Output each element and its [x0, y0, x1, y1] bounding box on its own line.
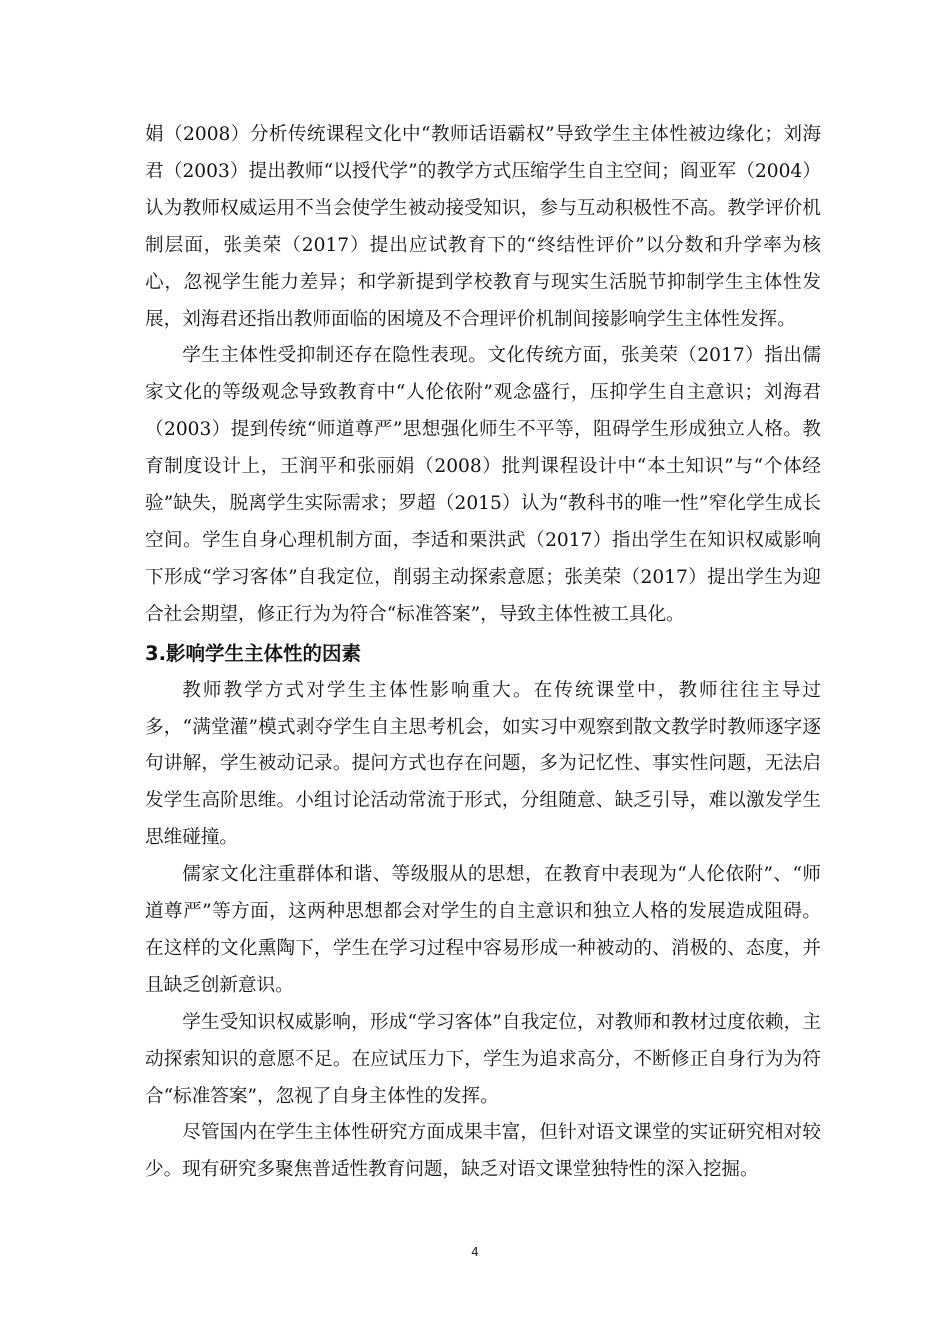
section-heading: 3.影响学生主体性的因素 [145, 641, 361, 665]
page-number: 4 [471, 1245, 479, 1259]
document-body [145, 117, 821, 1189]
paragraph-confucian-culture: 儒家文化注重群体和谐、等级服从的思想，在教育中表现为“人伦依附”、“师道尊严”等方面，这两种思想都会对学生的自主意识和独立人格的发展造成阻碍。在这样的文化熏陶下，学生在学习过程中容易形成一种被动的、消极的、态度，并且缺乏创新意识。 [145, 864, 821, 996]
paragraph-continuation: 娟（2008）分析传统课程文化中“教师话语霸权”导致学生主体性被边缘化；刘海君（2003）提出教师“以授代学”的教学方式压缩学生自主空间；阎亚军（2004）认为教师权威运用不当会使学生被动接受知识，参与互动积极性不高。教学评价机制层面，张美荣（2017）提出应试教育下的“终结性评价”以分数和升学率为核心，忽视学生能力差异；和学新提到学校教育与现实生活脱节抑制学生主体性发展，刘海君还指出教师面临的困境及不合理评价机制间接影响学生主体性发挥。 [145, 124, 821, 330]
paragraph-knowledge-authority: 学生受知识权威影响，形成“学习客体”自我定位，对教师和教材过度依赖，主动探索知识的意愿不足。在应试压力下，学生为追求高分，不断修正自身行为为符合“标准答案”，忽视了自身主体性的发挥。 [145, 1011, 821, 1107]
paragraph-implicit-suppression: 学生主体性受抑制还存在隐性表现。文化传统方面，张美荣（2017）指出儒家文化的等级观念导致教育中“人伦依附”观念盛行，压抑学生自主意识；刘海君（2003）提到传统“师道尊严”思想强化师生不平等，阻碍学生形成独立人格。教育制度设计上，王润平和张丽娟（2008）批判课程设计中“本土知识”与“个体经验”缺失，脱离学生实际需求；罗超（2015）认为“教科书的唯一性”窄化学生成长空间。学生自身心理机制方面，李适和栗洪武（2017）指出学生在知识权威影响下形成“学习客体”自我定位，削弱主动探索意愿；张美荣（2017）提出学生为迎合社会期望，修正行为为符合“标准答案”，导致主体性被工具化。 [145, 345, 821, 625]
paragraph-teaching-methods: 教师教学方式对学生主体性影响重大。在传统课堂中，教师往往主导过多，“满堂灌”模式剥夺学生自主思考机会，如实习中观察到散文教学时教师逐字逐句讲解，学生被动记录。提问方式也存在问题，多为记忆性、事实性问题，无法启发学生高阶思维。小组讨论活动常流于形式，分组随意、缺乏引导，难以激发学生思维碰撞。 [145, 679, 821, 849]
paragraph-research-gap: 尽管国内在学生主体性研究方面成果丰富，但针对语文课堂的实证研究相对较少。现有研究多聚焦普适性教育问题，缺乏对语文课堂独特性的深入挖掘。 [145, 1122, 821, 1181]
